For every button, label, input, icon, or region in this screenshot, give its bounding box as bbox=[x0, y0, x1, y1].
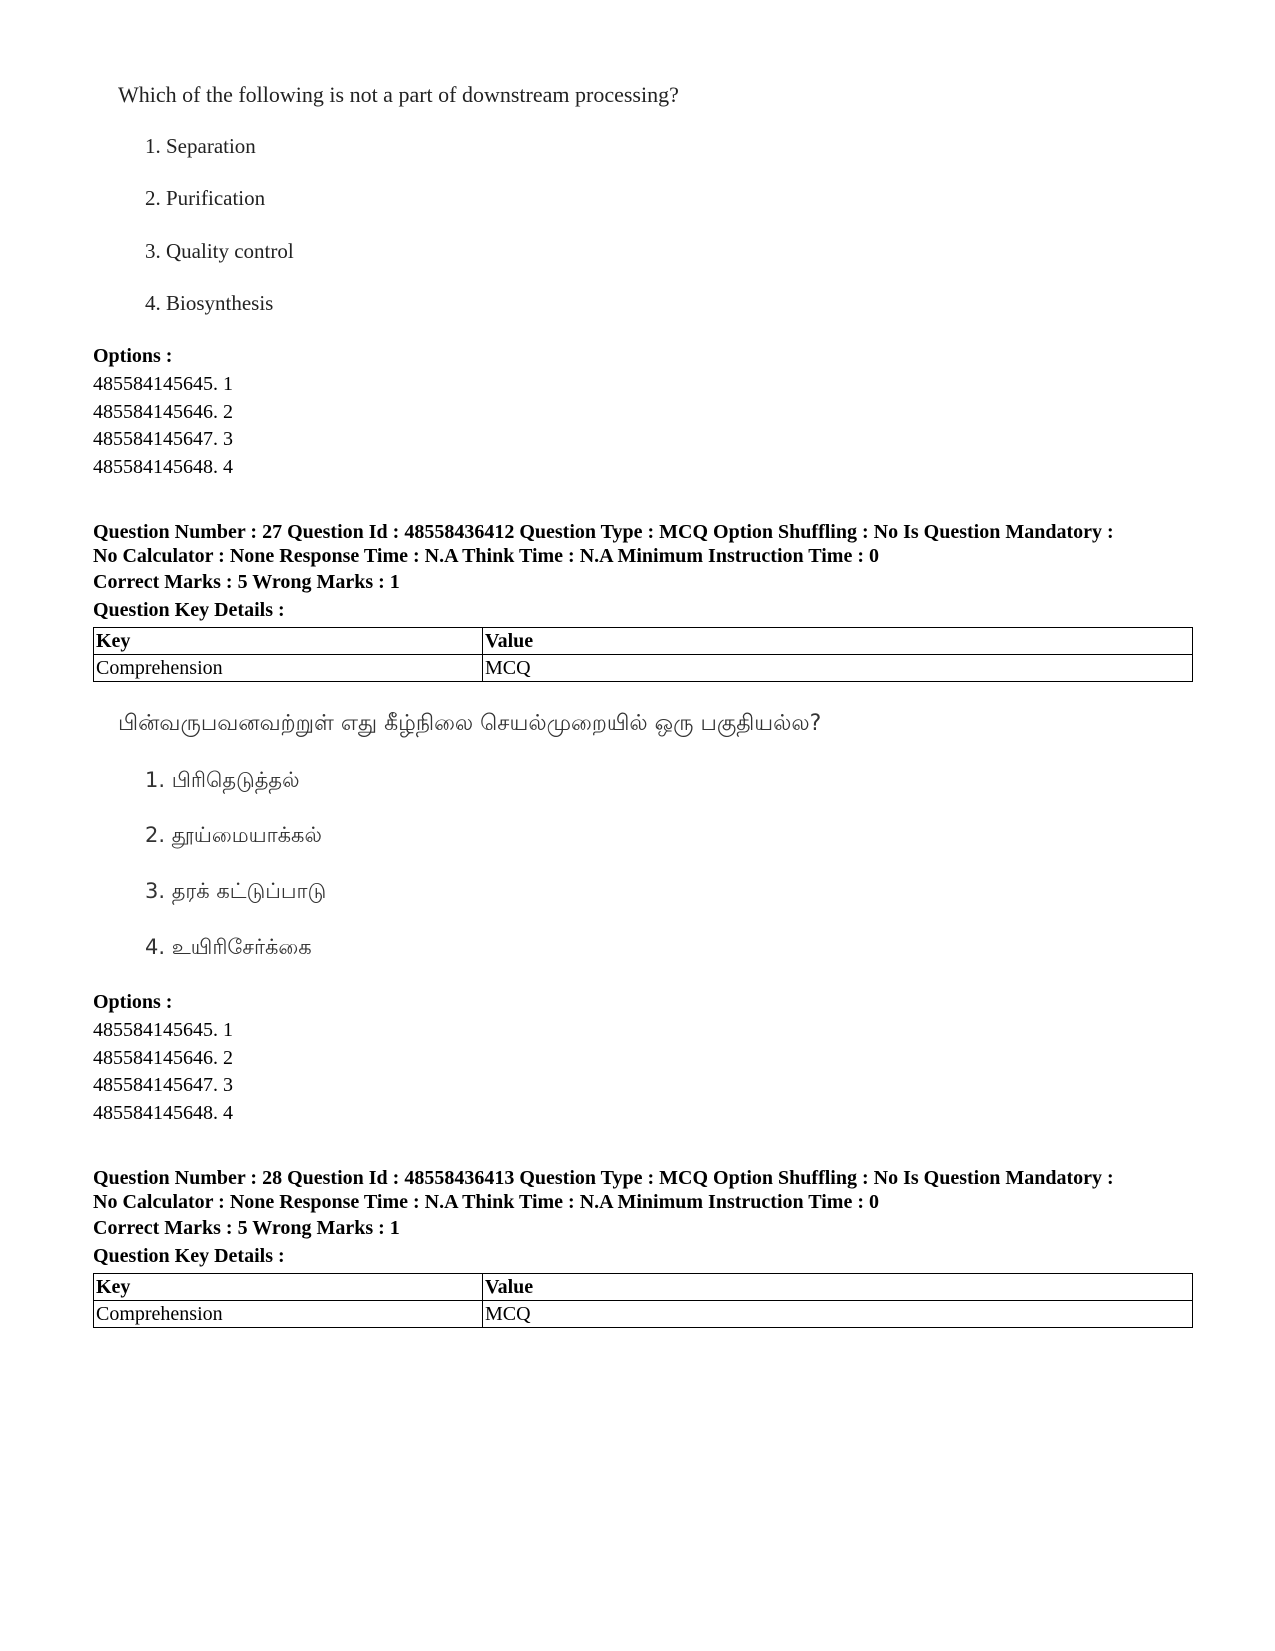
marks-line: Correct Marks : 5 Wrong Marks : 1 bbox=[93, 1217, 400, 1239]
question-text-en: Which of the following is not a part of downstream processing? bbox=[118, 82, 679, 107]
choice-ta-3: 3. தரக் கட்டுப்பாடு bbox=[145, 879, 327, 903]
options-label: Options : bbox=[93, 345, 173, 367]
key-details-table bbox=[93, 627, 1193, 682]
table-row bbox=[94, 655, 1193, 682]
choice-en-3: 3. Quality control bbox=[145, 239, 294, 263]
header-key: Key bbox=[94, 1274, 483, 1301]
options-label: Options : bbox=[93, 991, 173, 1013]
choice-en-4: 4. Biosynthesis bbox=[145, 291, 274, 315]
table-header-row bbox=[94, 1274, 1193, 1301]
option-line: 485584145646. 2 bbox=[93, 1047, 233, 1069]
table-row bbox=[94, 1301, 1193, 1328]
question-meta bbox=[93, 520, 1203, 568]
choice-ta-4: 4. உயிரிசேர்க்கை bbox=[145, 935, 312, 959]
option-line: 485584145645. 1 bbox=[93, 1019, 233, 1041]
header-value: Value bbox=[483, 628, 1193, 655]
cell-value: MCQ bbox=[483, 655, 1193, 682]
meta-line-1: Question Number : 28 Question Id : 48558436413 Question Type : MCQ Option Shuffling : No Is Question Mandatory : bbox=[93, 1167, 1114, 1189]
cell-value: MCQ bbox=[483, 1301, 1193, 1328]
option-line: 485584145648. 4 bbox=[93, 1102, 233, 1124]
question-meta bbox=[93, 1166, 1203, 1214]
cell-key: Comprehension bbox=[94, 655, 483, 682]
choice-ta-1: 1. பிரிதெடுத்தல் bbox=[145, 768, 300, 792]
option-line: 485584145645. 1 bbox=[93, 373, 233, 395]
option-line: 485584145647. 3 bbox=[93, 428, 233, 450]
choice-ta-2: 2. தூய்மையாக்கல் bbox=[145, 823, 322, 847]
question-text-ta: பின்வருபவனவற்றுள் எது கீழ்நிலை செயல்முறையில் ஒரு பகுதியல்ல? bbox=[118, 711, 822, 736]
choice-en-1: 1. Separation bbox=[145, 134, 256, 158]
cell-key: Comprehension bbox=[94, 1301, 483, 1328]
choice-en-2: 2. Purification bbox=[145, 186, 266, 210]
table-header-row bbox=[94, 628, 1193, 655]
meta-line-2: No Calculator : None Response Time : N.A Think Time : N.A Minimum Instruction Time : 0 bbox=[93, 1191, 879, 1213]
option-line: 485584145646. 2 bbox=[93, 401, 233, 423]
option-line: 485584145647. 3 bbox=[93, 1074, 233, 1096]
key-details-table bbox=[93, 1273, 1193, 1328]
header-value: Value bbox=[483, 1274, 1193, 1301]
marks-line: Correct Marks : 5 Wrong Marks : 1 bbox=[93, 571, 400, 593]
option-line: 485584145648. 4 bbox=[93, 456, 233, 478]
key-details-label: Question Key Details : bbox=[93, 599, 285, 621]
meta-line-2: No Calculator : None Response Time : N.A Think Time : N.A Minimum Instruction Time : 0 bbox=[93, 545, 879, 567]
header-key: Key bbox=[94, 628, 483, 655]
meta-line-1: Question Number : 27 Question Id : 48558436412 Question Type : MCQ Option Shuffling : No Is Question Mandatory : bbox=[93, 521, 1114, 543]
key-details-label: Question Key Details : bbox=[93, 1245, 285, 1267]
